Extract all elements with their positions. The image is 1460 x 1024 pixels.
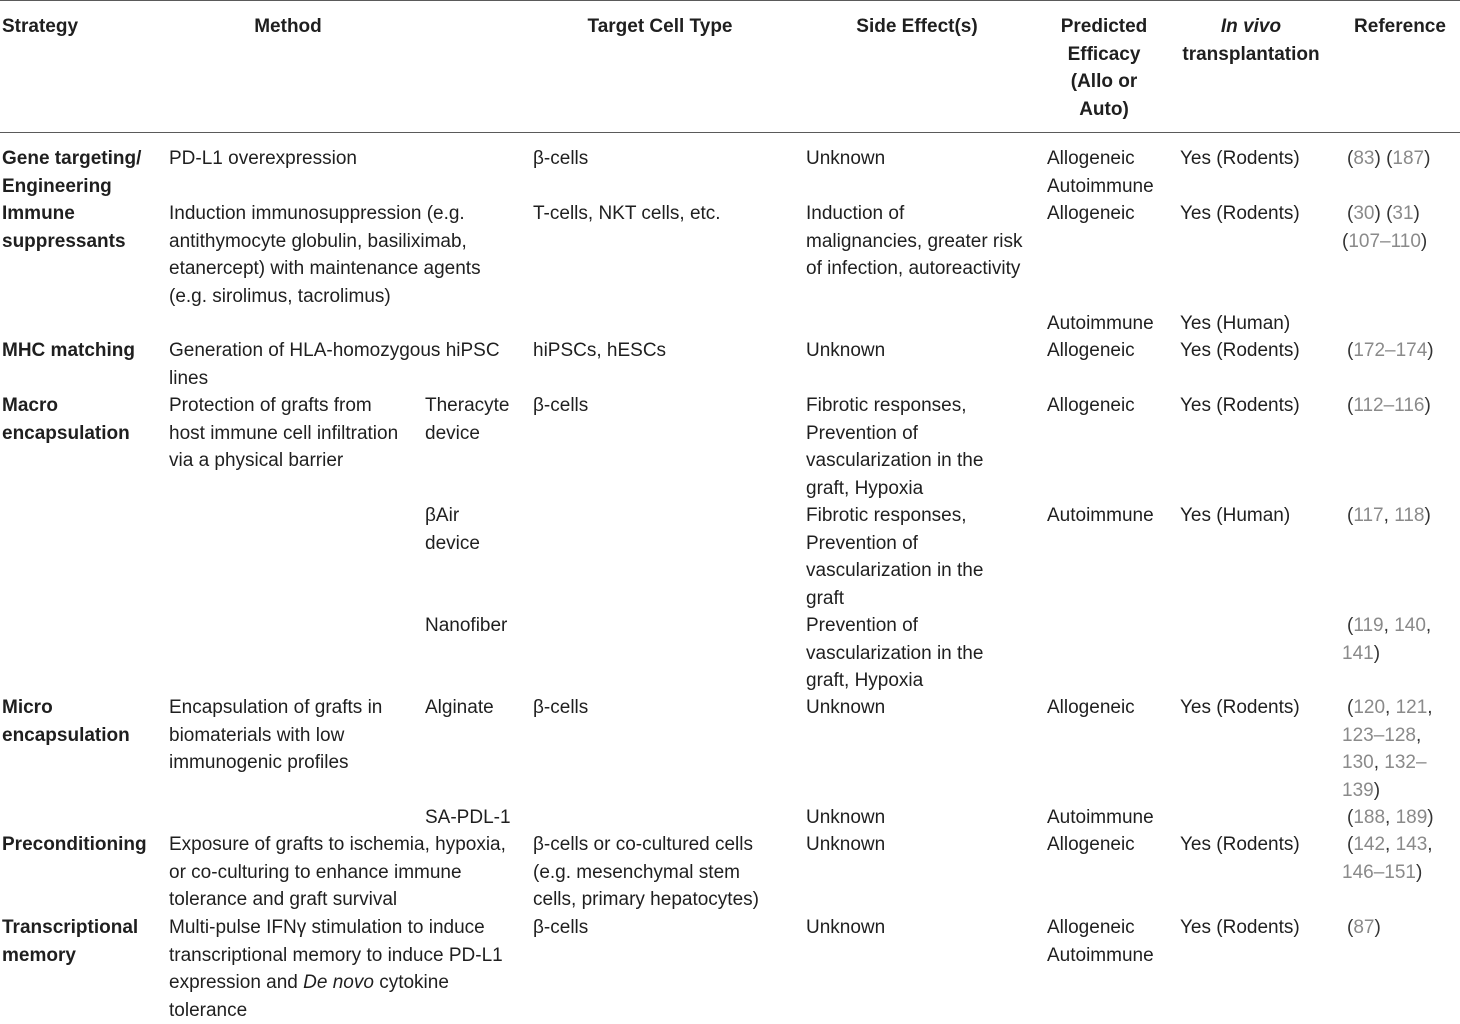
reference-link[interactable]: 187	[1392, 148, 1424, 169]
reference-link[interactable]: 120	[1353, 697, 1385, 718]
row-in-vivo: Yes (Human)	[1180, 310, 1290, 338]
method-line: antithymocyte globulin, basiliximab,	[169, 228, 481, 256]
method-line: Multi-pulse IFNγ stimulation to induce	[169, 914, 503, 942]
row-target	[533, 831, 759, 914]
side-effect-line: graft	[806, 585, 983, 613]
method-line: Protection of grafts from	[169, 392, 398, 420]
row-side-effect: Unknown	[806, 914, 885, 942]
row-strategy	[2, 145, 141, 200]
row-target: β-cells	[533, 145, 588, 173]
reference-link[interactable]: 31	[1392, 203, 1413, 224]
table-top-rule	[0, 0, 1460, 1]
reference-link[interactable]: 130	[1342, 752, 1374, 773]
row-efficacy: Allogeneic	[1047, 392, 1135, 420]
row-target: β-cells	[533, 392, 588, 420]
strategy-line: Micro	[2, 694, 130, 722]
row-method	[169, 200, 481, 310]
header-efficacy-line: Auto)	[1034, 96, 1174, 124]
row-reference: (87)	[1347, 914, 1381, 942]
header-side-effects: Side Effect(s)	[837, 13, 997, 41]
strategy-line: encapsulation	[2, 420, 130, 448]
header-efficacy-line: Predicted	[1034, 13, 1174, 41]
row-reference: (120, 121,	[1347, 694, 1433, 722]
row-reference-cont: 139)	[1342, 777, 1380, 805]
row-strategy: MHC matching	[2, 337, 135, 365]
reference-link[interactable]: 172–174	[1353, 340, 1427, 361]
row-efficacy: Allogeneic	[1047, 694, 1135, 722]
row-reference: (119, 140,	[1347, 612, 1431, 640]
method-line: lines	[169, 365, 500, 393]
header-invivo-italic: In vivo	[1221, 16, 1281, 37]
method-line: via a physical barrier	[169, 447, 398, 475]
method-line: or co-culturing to enhance immune	[169, 859, 506, 887]
header-strategy: Strategy	[2, 13, 78, 41]
row-reference: (142, 143,	[1347, 831, 1433, 859]
side-effect-line: Fibrotic responses,	[806, 392, 983, 420]
header-efficacy-line: (Allo or	[1034, 68, 1174, 96]
row-side-effect	[806, 200, 1022, 283]
header-in-vivo-transplantation	[1175, 13, 1327, 68]
row-side-effect	[806, 502, 983, 612]
device-line: βAir	[425, 502, 480, 530]
method-line: tolerance and graft survival	[169, 886, 506, 914]
row-efficacy: Allogeneic	[1047, 831, 1135, 859]
reference-link[interactable]: 189	[1396, 807, 1428, 828]
reference-link[interactable]: 132–	[1384, 752, 1426, 773]
reference-link[interactable]: 117	[1353, 505, 1383, 526]
row-reference-cont: 141)	[1342, 640, 1380, 668]
row-efficacy: Allogeneic	[1047, 337, 1135, 365]
reference-link[interactable]: 141	[1342, 643, 1374, 664]
reference-link[interactable]: 87	[1353, 917, 1374, 938]
row-method	[169, 337, 500, 392]
side-effect-line: graft, Hypoxia	[806, 475, 983, 503]
header-reference: Reference	[1340, 13, 1460, 41]
row-side-effect: Unknown	[806, 831, 885, 859]
efficacy-line: Allogeneic	[1047, 145, 1154, 173]
row-efficacy: Autoimmune	[1047, 502, 1154, 530]
method-line: immunogenic profiles	[169, 749, 382, 777]
row-reference-cont: 146–151)	[1342, 859, 1422, 887]
reference-link[interactable]: 142	[1353, 834, 1385, 855]
row-method	[169, 831, 506, 914]
row-reference-cont: (107–110)	[1342, 228, 1427, 256]
row-efficacy: Autoimmune	[1047, 310, 1154, 338]
reference-link[interactable]: 83	[1353, 148, 1374, 169]
row-side-effect	[806, 612, 983, 695]
side-effect-line: Induction of	[806, 200, 1022, 228]
row-in-vivo: Yes (Rodents)	[1180, 831, 1300, 859]
row-method	[169, 914, 503, 1024]
row-method: PD-L1 overexpression	[169, 145, 357, 173]
reference-link[interactable]: 119	[1353, 615, 1383, 636]
efficacy-line: Autoimmune	[1047, 173, 1154, 201]
row-reference: (112–116)	[1347, 392, 1431, 420]
row-target: β-cells	[533, 914, 588, 942]
device-line: Theracyte	[425, 392, 509, 420]
header-method: Method	[228, 13, 348, 41]
side-effect-line: Prevention of	[806, 530, 983, 558]
method-line: transcriptional memory to induce PD-L1	[169, 942, 503, 970]
reference-link[interactable]: 121	[1396, 697, 1428, 718]
row-strategy	[2, 392, 130, 447]
row-reference: (30) (31)	[1347, 200, 1420, 228]
row-side-effect: Unknown	[806, 145, 885, 173]
row-device: Nanofiber	[425, 612, 507, 640]
row-target: T-cells, NKT cells, etc.	[533, 200, 721, 228]
target-line: cells, primary hepatocytes)	[533, 886, 759, 914]
method-line	[169, 969, 503, 997]
strategy-line: Macro	[2, 392, 130, 420]
method-italic: De novo	[303, 972, 374, 993]
side-effect-line: graft, Hypoxia	[806, 667, 983, 695]
row-efficacy: Allogeneic	[1047, 200, 1135, 228]
target-line: β-cells or co-cultured cells	[533, 831, 759, 859]
reference-link[interactable]: 146–151	[1342, 862, 1416, 883]
strategy-line: Transcriptional	[2, 914, 138, 942]
reference-link[interactable]: 143	[1396, 834, 1428, 855]
strategy-line: encapsulation	[2, 722, 130, 750]
reference-link[interactable]: 123–128	[1342, 725, 1416, 746]
row-reference: (188, 189)	[1347, 804, 1434, 832]
row-strategy: Preconditioning	[2, 831, 147, 859]
reference-link[interactable]: 140	[1394, 615, 1426, 636]
row-strategy	[2, 914, 138, 969]
row-efficacy	[1047, 145, 1154, 200]
method-line: etanercept) with maintenance agents	[169, 255, 481, 283]
method-line: Induction immunosuppression (e.g.	[169, 200, 481, 228]
row-target: hiPSCs, hESCs	[533, 337, 666, 365]
method-line: Encapsulation of grafts in	[169, 694, 382, 722]
method-line: (e.g. sirolimus, tacrolimus)	[169, 283, 481, 311]
row-reference: (83) (187)	[1347, 145, 1430, 173]
method-line: Generation of HLA-homozygous hiPSC	[169, 337, 500, 365]
row-in-vivo: Yes (Rodents)	[1180, 337, 1300, 365]
side-effect-line: Fibrotic responses,	[806, 502, 983, 530]
row-device: Alginate	[425, 694, 494, 722]
row-device	[425, 392, 509, 447]
side-effect-line: vascularization in the	[806, 557, 983, 585]
row-strategy	[2, 200, 126, 255]
reference-link[interactable]: 139	[1342, 780, 1374, 801]
side-effect-line: of infection, autoreactivity	[806, 255, 1022, 283]
reference-link[interactable]: 107–110	[1348, 231, 1421, 252]
device-line: device	[425, 420, 509, 448]
method-line: biomaterials with low	[169, 722, 382, 750]
row-side-effect: Unknown	[806, 804, 885, 832]
method-text: cytokine	[374, 972, 449, 993]
side-effect-line: vascularization in the	[806, 640, 983, 668]
strategy-line: memory	[2, 942, 138, 970]
row-in-vivo: Yes (Rodents)	[1180, 694, 1300, 722]
efficacy-line: Allogeneic	[1047, 914, 1154, 942]
row-reference: (172–174)	[1347, 337, 1434, 365]
row-reference-cont: 123–128,	[1342, 722, 1421, 750]
efficacy-line: Autoimmune	[1047, 942, 1154, 970]
row-strategy	[2, 694, 130, 749]
row-in-vivo: Yes (Human)	[1180, 502, 1290, 530]
side-effect-line: Prevention of	[806, 612, 983, 640]
method-line: Exposure of grafts to ischemia, hypoxia,	[169, 831, 506, 859]
row-efficacy	[1047, 914, 1154, 969]
row-method	[169, 694, 382, 777]
strategy-line: Gene targeting/	[2, 145, 141, 173]
side-effect-line: vascularization in the	[806, 447, 983, 475]
row-reference-cont: 130, 132–	[1342, 749, 1427, 777]
header-invivo-line: transplantation	[1175, 41, 1327, 69]
row-device: SA-PDL-1	[425, 804, 511, 832]
row-in-vivo: Yes (Rodents)	[1180, 145, 1300, 173]
target-line: (e.g. mesenchymal stem	[533, 859, 759, 887]
strategy-line: suppressants	[2, 228, 126, 256]
row-efficacy: Autoimmune	[1047, 804, 1154, 832]
row-device	[425, 502, 480, 557]
row-side-effect	[806, 392, 983, 502]
side-effect-line: malignancies, greater risk	[806, 228, 1022, 256]
row-side-effect: Unknown	[806, 694, 885, 722]
header-rule	[0, 132, 1460, 133]
header-target-cell-type: Target Cell Type	[560, 13, 760, 41]
row-side-effect: Unknown	[806, 337, 885, 365]
method-line: tolerance	[169, 997, 503, 1024]
row-target: β-cells	[533, 694, 588, 722]
side-effect-line: Prevention of	[806, 420, 983, 448]
row-in-vivo: Yes (Rodents)	[1180, 914, 1300, 942]
row-in-vivo: Yes (Rodents)	[1180, 392, 1300, 420]
row-in-vivo: Yes (Rodents)	[1180, 200, 1300, 228]
row-reference: (117, 118)	[1347, 502, 1431, 530]
method-text: expression and	[169, 972, 303, 993]
reference-link[interactable]: 30	[1353, 203, 1374, 224]
device-line: device	[425, 530, 480, 558]
reference-link[interactable]: 118	[1394, 505, 1424, 526]
header-efficacy-line: Efficacy	[1034, 41, 1174, 69]
strategy-line: Engineering	[2, 173, 141, 201]
strategy-line: Immune	[2, 200, 126, 228]
reference-link[interactable]: 112–116	[1353, 395, 1424, 416]
row-method	[169, 392, 398, 475]
reference-link[interactable]: 188	[1353, 807, 1385, 828]
method-line: host immune cell infiltration	[169, 420, 398, 448]
header-predicted-efficacy	[1034, 13, 1174, 123]
